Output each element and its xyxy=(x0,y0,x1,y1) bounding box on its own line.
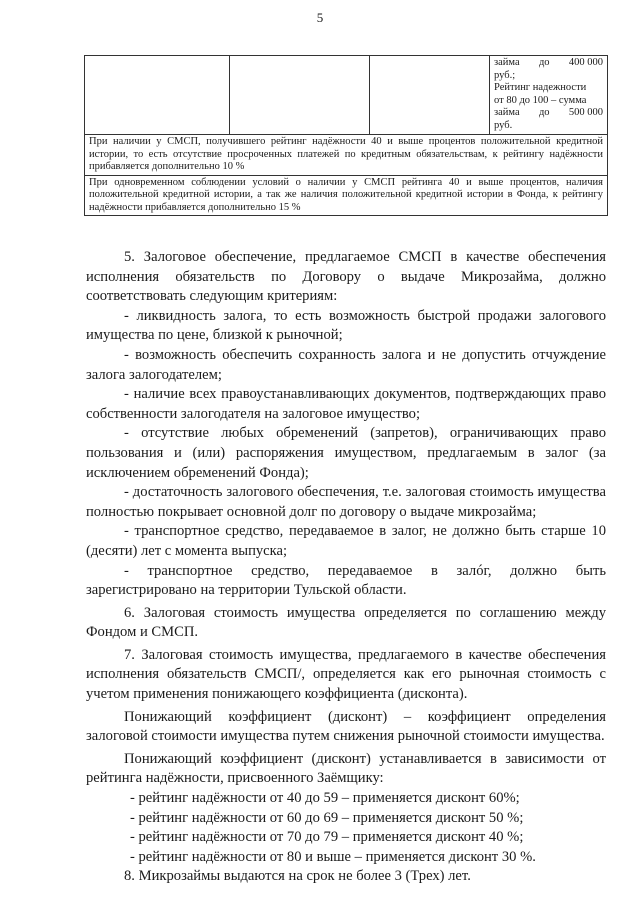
criterion-item: - отсутствие любых обременений (запретов), ограничивающих право пользования и (или) распоряжения имуществом, предлагаемым в залог (за исключением обременений Фонда); xyxy=(86,425,606,481)
credit-history-note: При наличии у СМСП, получившего рейтинг надёжности 40 и выше процентов положительной кредитной истории, то есть отсутствие просроченных платежей по кредитным обязательствам, к рейтингу надёжности прибавляется дополнительно 10 % xyxy=(85,135,608,176)
criterion-item: - транспортное средство, передаваемое в залог, не должно быть старше 10 (десяти) лет с момента выпуска; xyxy=(86,523,606,559)
paragraph-6: 6. Залоговая стоимость имущества определяется по соглашению между Фондом и СМСП. xyxy=(86,604,606,641)
list-item: - рейтинг надёжности от 70 до 79 – применяется дисконт 40 %; xyxy=(130,829,524,846)
table-row xyxy=(85,56,608,135)
criterion-item: - достаточность залогового обеспечения, т.е. залоговая стоимость имущества полностью покрывает основной долг по договору о выдаче микрозайма; xyxy=(86,484,606,520)
criterion-item: - наличие всех правоустанавливающих документов, подтверждающих право собственности залогодателя на залоговое имущество; xyxy=(86,386,606,422)
cell-line: руб. xyxy=(494,119,513,131)
criterion-item: - ликвидность залога, то есть возможность быстрой продажи залогового имущества по цене, близкой к рыночной; xyxy=(86,307,606,344)
document-body xyxy=(86,248,606,887)
table-row xyxy=(85,135,608,176)
cell-line: займа до 500 000 xyxy=(494,107,603,118)
combined-conditions-note: При одновременном соблюдении условий о наличии у СМСП рейтинга 40 и выше процентов, наличия положительной кредитной истории, а так же наличия положительной кредитной истории в Фонда, к рейтингу надёжности прибавляется дополнительно 15 % xyxy=(85,175,608,216)
discount-list xyxy=(86,789,606,867)
paragraph-7: 7. Залоговая стоимость имущества, предлагаемого в качестве обеспечения исполнения обязательств СМСП/, определяется как его рыночная стоимость с учетом применения понижающего коэффициента (дисконта). xyxy=(86,646,606,703)
cell-line: Рейтинг надежности xyxy=(494,82,587,93)
table-row xyxy=(85,175,608,216)
list-item: - рейтинг надёжности от 80 и выше – применяется дисконт 30 %. xyxy=(130,848,536,865)
discount-intro: Понижающий коэффициент (дисконт) устанавливается в зависимости от рейтинга надёжности, присвоенного Заёмщику: xyxy=(86,750,606,787)
cell-line: займа до 400 000 xyxy=(494,57,603,68)
paragraph-8: 8. Микрозаймы выдаются на срок не более 3 (Трех) лет. xyxy=(124,868,471,885)
list-item: - рейтинг надёжности от 40 до 59 – применяется дисконт 60%; xyxy=(130,790,520,807)
cell-line: от 80 до 100 – сумма xyxy=(494,94,587,106)
loan-amount-cell xyxy=(490,56,608,135)
table-cell xyxy=(370,56,490,135)
discount-definition: Понижающий коэффициент (дисконт) – коэффициент определения залоговой стоимости имущества путем снижения рыночной стоимости имущества. xyxy=(86,708,606,745)
list-item: - рейтинг надёжности от 60 до 69 – применяется дисконт 50 %; xyxy=(130,809,524,826)
page-number: 5 xyxy=(316,10,324,25)
cell-line: руб.; xyxy=(494,69,516,81)
table-cell xyxy=(230,56,370,135)
rating-table xyxy=(84,55,608,216)
table-cell xyxy=(85,56,230,135)
criterion-item: - возможность обеспечить сохранность залога и не допустить отчуждение залога залогодателем; xyxy=(86,346,606,383)
criterion-item: - транспортное средство, передаваемое в залóг, должно быть зарегистрировано на территории Тульской области. xyxy=(86,562,606,599)
paragraph-5: 5. Залоговое обеспечение, предлагаемое СМСП в качестве обеспечения исполнения обязательств по Договору о выдаче Микрозайма, должно соответствовать следующим критериям: xyxy=(86,249,606,305)
